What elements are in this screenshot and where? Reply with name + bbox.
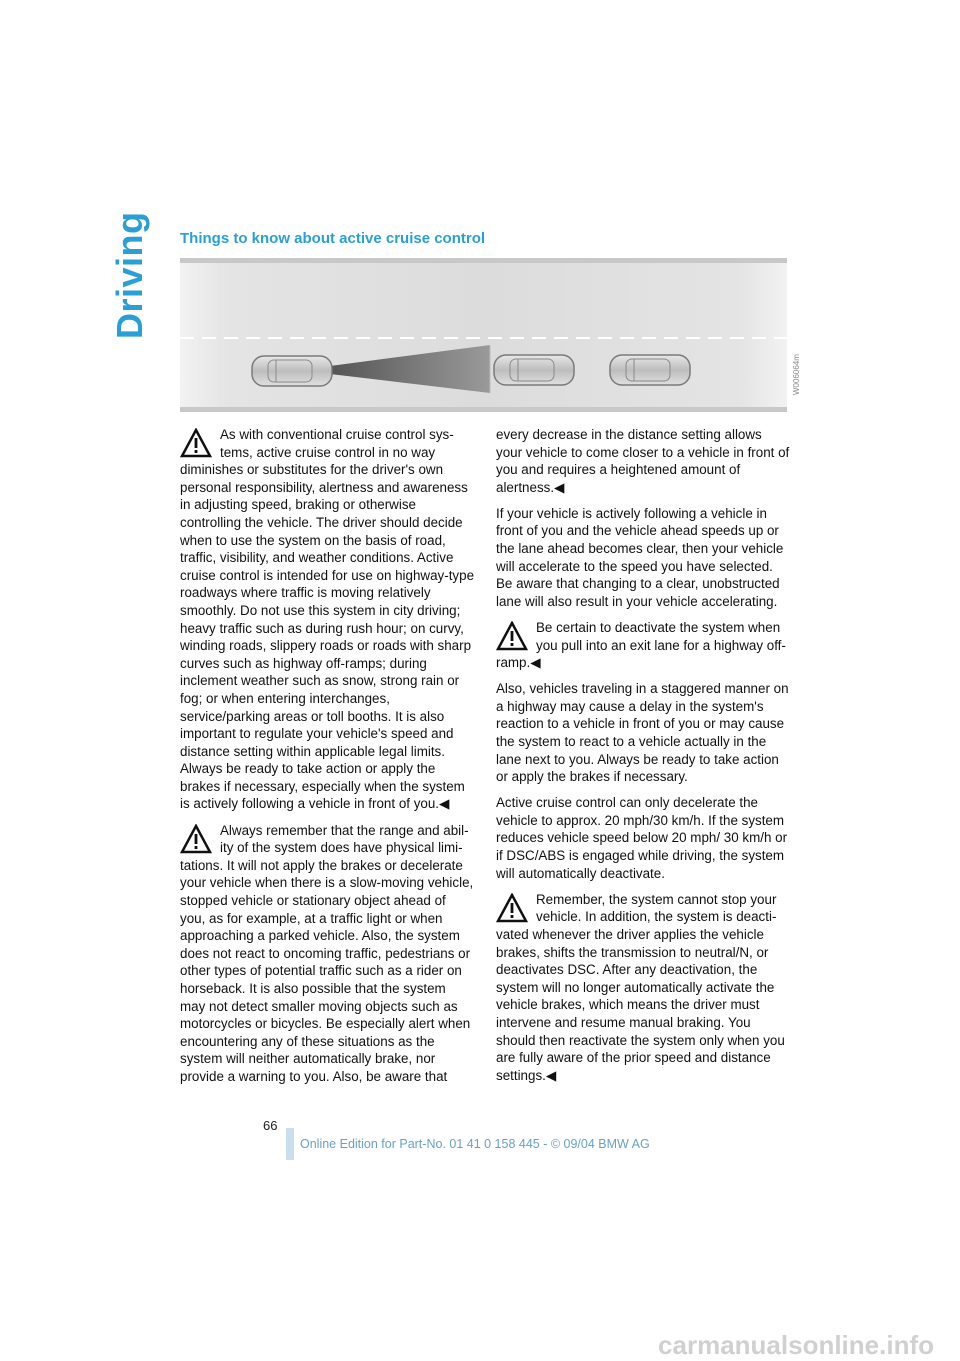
footer-bar xyxy=(286,1128,294,1160)
paragraph-staggered: Also, vehicles traveling in a staggered manner on a highway may cause a delay in the system's reaction to a vehicle in front of you or may cause the system to react to a vehicle actually in the lane next to you. Always be ready to take action or apply the brakes if necessary. xyxy=(496,681,789,785)
right-column xyxy=(496,426,790,1093)
cruise-control-illustration xyxy=(180,258,787,412)
warning-text-2: Always remember that the range and ability of the system does have physical limitations. It will not apply the brakes or decelerate your vehicle when there is a slow-moving vehicle, stopped vehicle or stationary object ahead of you, as for example, at a traffic light or when approaching a parked vehicle. Also, the system does not react to oncoming traffic, pedestrians or other types of potential traffic such as a rider on horseback. It is also possible that the system may not detect smaller moving objects such as motorcycles or bicycles. Be especially alert when encountering any of these situations as the system will neither automatically brake, nor provide a warning to you. Also, be aware that xyxy=(180,822,474,1084)
section-title-vertical xyxy=(108,211,152,339)
page-number: 66 xyxy=(263,1118,278,1133)
page-heading: Things to know about active cruise control xyxy=(180,230,486,247)
warning-text-3: Be certain to deactivate the system when you pull into an exit lane for a highway off-ramp.◀ xyxy=(496,619,786,671)
warning-triangle-icon xyxy=(180,824,216,856)
warning-triangle-icon xyxy=(180,428,216,460)
warning-triangle-icon xyxy=(496,893,532,925)
warning-paragraph xyxy=(180,822,474,1086)
left-column xyxy=(180,426,474,1094)
own-vehicle xyxy=(252,356,332,386)
warning-triangle-icon xyxy=(496,621,532,653)
warning-text-4: Remember, the system cannot stop your vehicle. In addition, the system is deactivated whenever the driver applies the vehicle brakes, shifts the transmission to neutral/N, or deactivates DSC. After any deactivation, the system will no longer automatically activate the vehicle brakes, which means the driver must intervene and resume manual braking. You should then reactivate the system only when you are fully aware of the prior speed and distance settings.◀ xyxy=(496,891,785,1083)
warning-text-1: As with conventional cruise control systems, active cruise control in no way diminishes or substitutes for the driver's own personal responsibility, alertness and awareness in adjusting speed, braking or otherwise controlling the vehicle. The driver should decide when to use the system on the basis of road, traffic, visibility, and weather conditions. Active cruise control is intended for use on highway-type roadways where traffic is moving relatively smoothly. Do not use this system in city driving; heavy traffic such as during rush hour; on curvy, winding roads, slippery roads or roads with sharp curves such as highway off-ramps; during inclement weather such as snow, strong rain or fog; or when entering interchanges, service/parking areas or toll booths. It is also important to regulate your vehicle's speed and distance setting within applicable legal limits. Always be ready to take action or apply the brakes if necessary, especially when the system is actively following a vehicle in front of you.◀ xyxy=(180,427,475,812)
road-diagram xyxy=(180,258,787,412)
warning-paragraph xyxy=(496,619,790,672)
lead-vehicle xyxy=(494,355,574,385)
figure-code: W006064m xyxy=(792,354,801,395)
paragraph-continued: every decrease in the distance setting allows your vehicle to come closer to a vehicle in front of you and requires a heightened amount of alertness.◀ xyxy=(496,427,790,495)
section-title: Driving xyxy=(109,211,150,339)
footer-text: Online Edition for Part-No. 01 41 0 158 445 - © 09/04 BMW AG xyxy=(300,1137,650,1151)
warning-paragraph xyxy=(180,426,474,813)
paragraph-accelerate: If your vehicle is actively following a vehicle in front of you and the vehicle ahead speeds up or the lane ahead becomes clear, then your vehicle will accelerate to the speed you have selected. Be aware that changing to a clear, unobstructed lane will also result in your vehicle accelerating. xyxy=(496,505,784,609)
watermark: carmanualsonline.info xyxy=(658,1330,934,1360)
paragraph-decelerate: Active cruise control can only decelerate the vehicle to approx. 20 mph/30 km/h. If the system reduces vehicle speed below 20 mph/ 30 km/h or if DSC/ABS is engaged while driving, the system will automatically deactivate. xyxy=(496,795,788,881)
warning-paragraph xyxy=(496,891,790,1085)
far-vehicle xyxy=(610,355,690,385)
